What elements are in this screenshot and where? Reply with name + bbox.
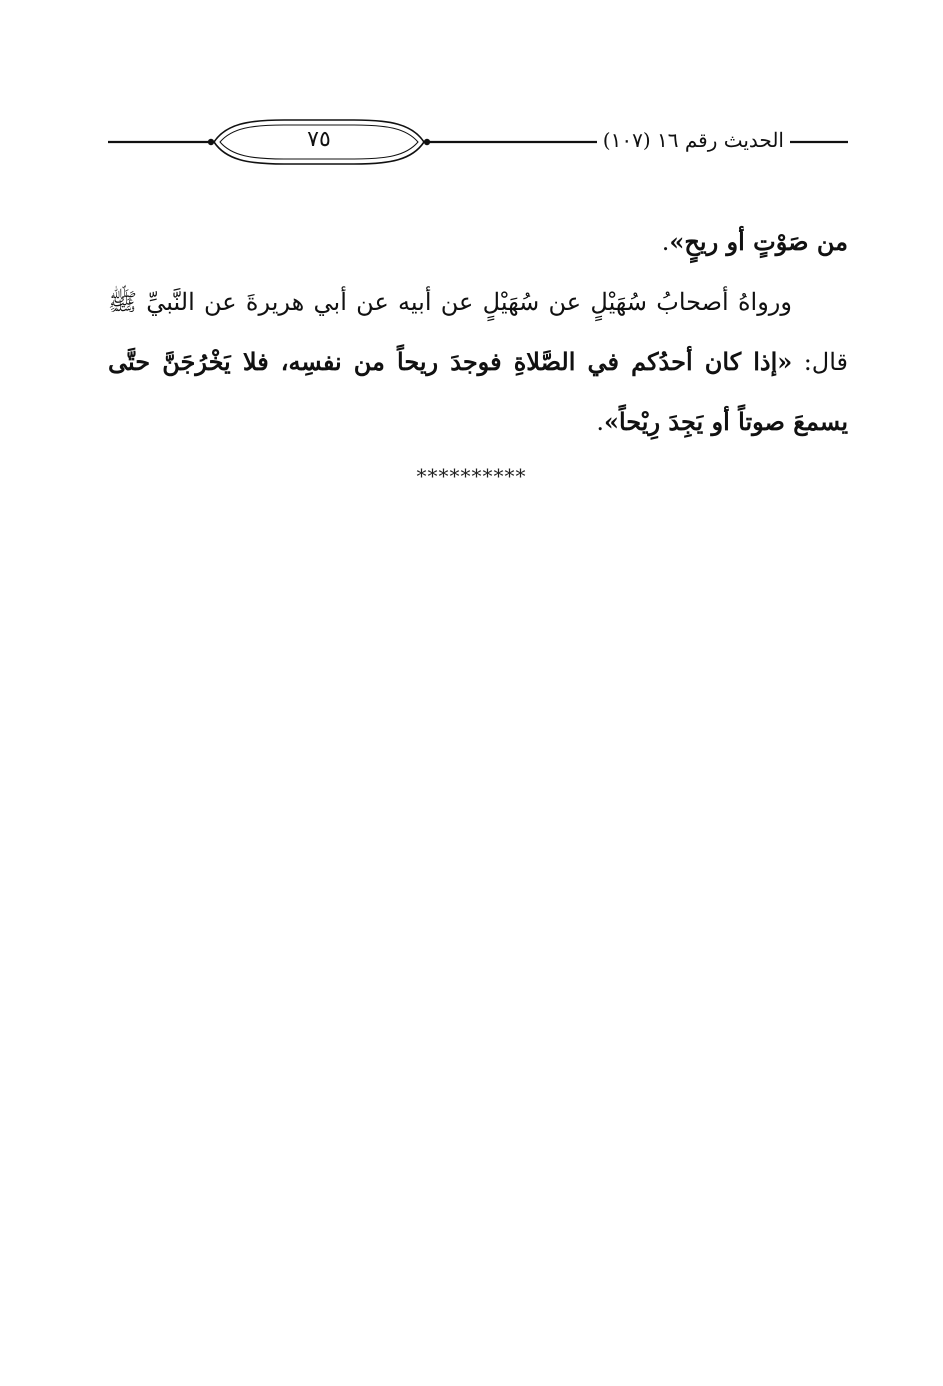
page-header	[108, 112, 848, 176]
quoted-text: من صَوْتٍ أو ريحٍ»	[669, 227, 848, 256]
paragraph-narration	[108, 272, 848, 452]
period: .	[596, 408, 604, 436]
section-separator: **********	[416, 464, 527, 488]
narration-chain: ورواهُ أصحابُ سُهَيْلٍ عن سُهَيْلٍ عن أبيه عن أبي هريرةَ عن النَّبيِّ ﷺ قال:	[108, 288, 849, 376]
period: .	[661, 228, 670, 256]
paragraph-continuation	[108, 212, 848, 272]
page-number: ٧٥	[307, 127, 331, 152]
hadith-quote: «إذا كان أحدُكم في الصَّلاةِ فوجدَ ريحاً من نفسِه، فلا يَخْرُجَنَّ حتَّى يسمعَ صوتاً أو يَجِدَ رِيْحاً»	[108, 347, 848, 436]
running-title: الحديث رقم ١٦ (١٠٧)	[597, 127, 790, 153]
hadith-text	[108, 212, 848, 452]
